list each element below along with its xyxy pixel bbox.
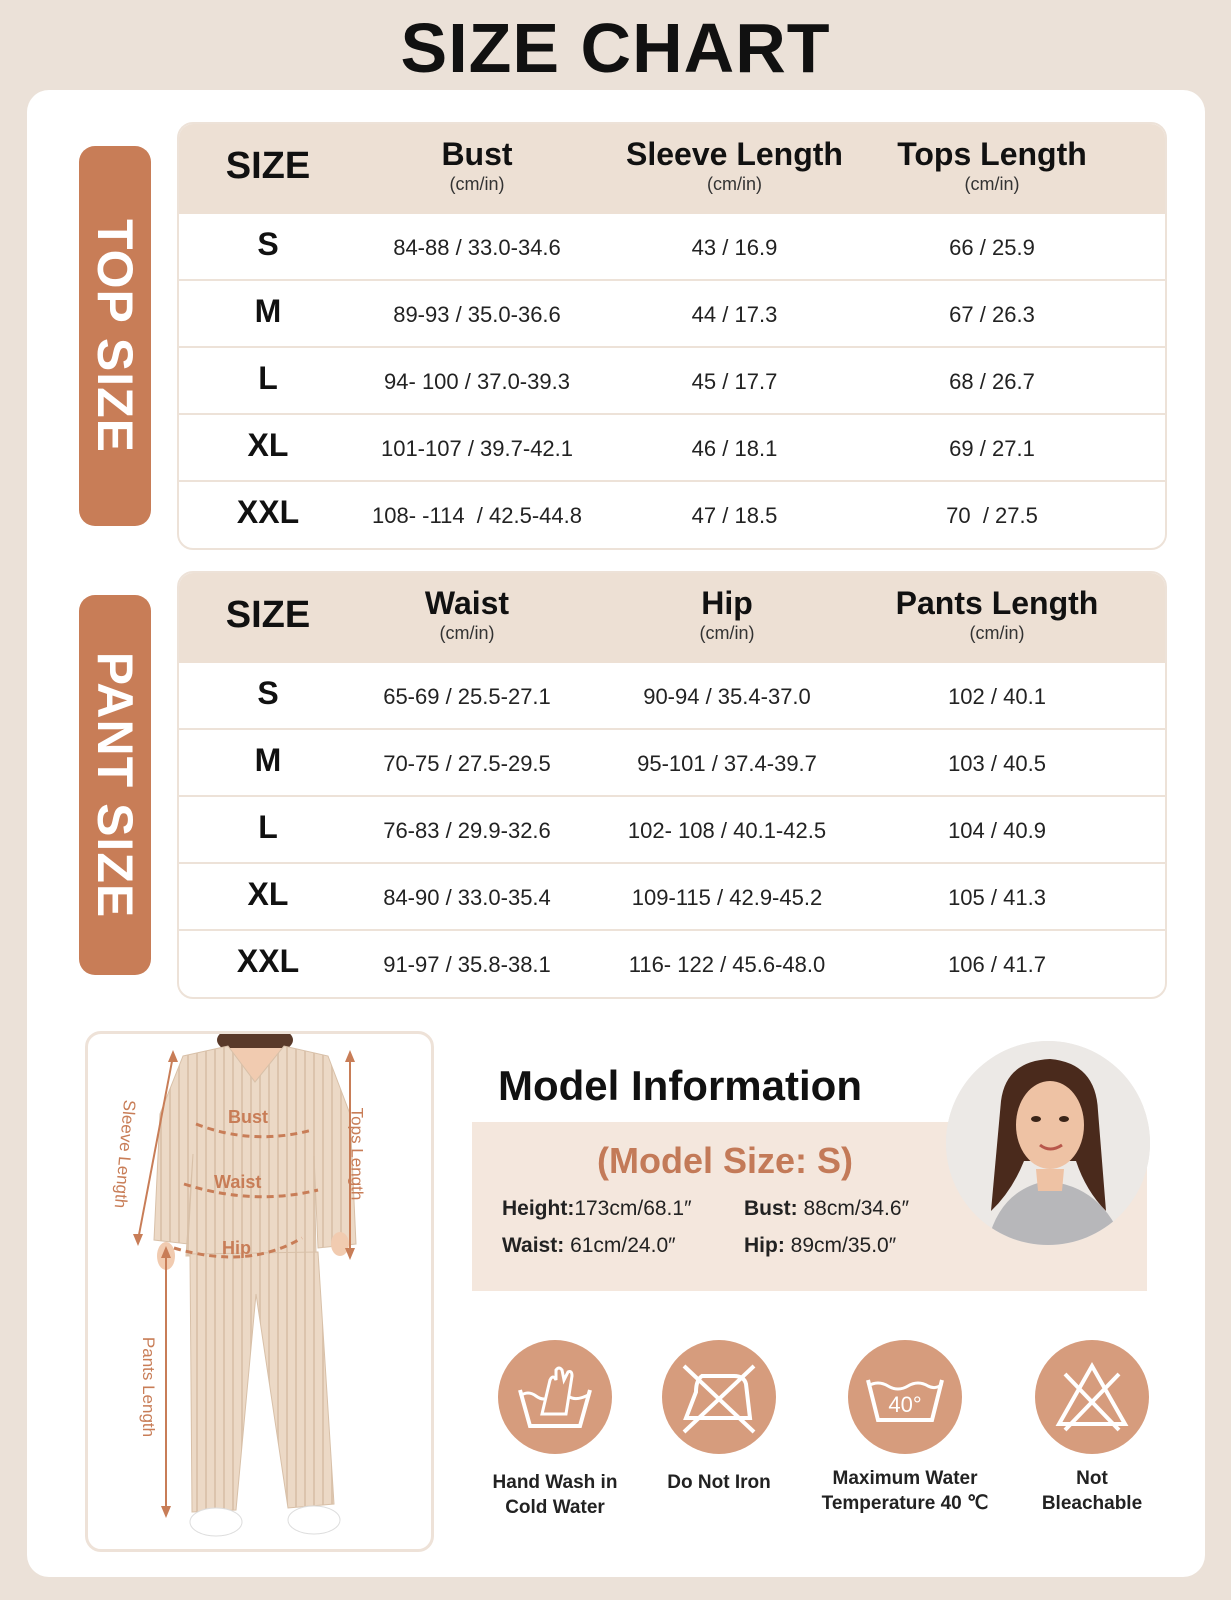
- sleeve-cell: 45 / 17.7: [691, 369, 778, 394]
- size-cell: M: [254, 742, 282, 778]
- tops-length-cell: 66 / 25.9: [949, 235, 1035, 260]
- hip-cell: 109-115 / 42.9-45.2: [631, 885, 823, 910]
- pants-length-cell: 102 / 40.1: [948, 684, 1046, 709]
- pant-table-header: [179, 573, 1165, 663]
- model-hip: Hip: 89cm/35.0″: [744, 1234, 897, 1257]
- size-cell: XXL: [236, 494, 300, 530]
- pants-length-cell: 104 / 40.9: [948, 818, 1046, 843]
- model-height: Height:173cm/68.1″: [502, 1197, 692, 1220]
- size-cell: S: [257, 675, 279, 711]
- size-cell: L: [258, 809, 278, 845]
- bust-cell: 94- 100 / 37.0-39.3: [384, 369, 570, 394]
- care-label: Hand Wash in Cold Water: [492, 1472, 618, 1518]
- care-do-not-iron: [619, 1340, 819, 1495]
- temp-badge: 40°: [888, 1392, 922, 1417]
- table-row: [179, 214, 1165, 279]
- col-header-size: SIZE: [225, 594, 311, 636]
- tops-length-cell: 69 / 27.1: [949, 436, 1035, 461]
- hip-cell: 90-94 / 35.4-37.0: [643, 684, 811, 709]
- bust-cell: 89-93 / 35.0-36.6: [393, 302, 561, 327]
- table-row: [179, 929, 1165, 996]
- size-cell: XL: [247, 427, 289, 463]
- pant-size-table: [177, 571, 1167, 999]
- size-cell: S: [257, 226, 279, 262]
- col-header-hip: Hip (cm/in): [699, 585, 755, 643]
- model-photo: [946, 1041, 1150, 1245]
- not-bleachable-icon: [1035, 1340, 1149, 1454]
- table-row: [179, 728, 1165, 795]
- hip-cell: 102- 108 / 40.1-42.5: [627, 818, 827, 843]
- sleeve-cell: 43 / 16.9: [691, 235, 778, 260]
- care-label: Do Not Iron: [667, 1472, 771, 1493]
- col-header-size: SIZE: [225, 145, 311, 187]
- hand-wash-icon: [498, 1340, 612, 1454]
- table-row: [179, 795, 1165, 862]
- pant-size-text: PANT SIZE: [87, 651, 143, 919]
- top-size-label: [79, 146, 151, 526]
- waist-cell: 65-69 / 25.5-27.1: [383, 684, 551, 709]
- waist-label: Waist: [214, 1172, 262, 1192]
- care-label: Maximum Water Temperature 40 ℃: [821, 1468, 989, 1514]
- care-max-temp: [805, 1340, 1005, 1516]
- table-row: [179, 862, 1165, 929]
- size-cell: XL: [247, 876, 289, 912]
- sleeve-length-label: Sleeve Length: [110, 1099, 140, 1210]
- size-cell: L: [258, 360, 278, 396]
- tops-length-cell: 70 / 27.5: [946, 503, 1038, 528]
- bust-cell: 108- -114 / 42.5-44.8: [372, 503, 582, 528]
- col-header-sleeve-length: Sleeve Length (cm/in): [626, 136, 843, 194]
- bust-cell: 101-107 / 39.7-42.1: [380, 436, 574, 461]
- col-header-bust: Bust (cm/in): [441, 136, 513, 194]
- top-size-text: TOP SIZE: [87, 218, 143, 454]
- bust-label: Bust: [228, 1107, 268, 1127]
- size-cell: M: [254, 293, 282, 329]
- top-table-header: [179, 124, 1165, 214]
- care-not-bleachable: [992, 1340, 1192, 1516]
- model-size: (Model Size: S): [597, 1140, 854, 1181]
- care-label: Not Bleachable: [1041, 1468, 1143, 1514]
- bust-cell: 84-88 / 33.0-34.6: [393, 235, 561, 260]
- sleeve-cell: 44 / 17.3: [691, 302, 778, 327]
- model-bust: Bust: 88cm/34.6″: [744, 1197, 909, 1220]
- col-header-pants-length: Pants Length (cm/in): [895, 585, 1099, 643]
- waist-cell: 84-90 / 33.0-35.4: [383, 885, 551, 910]
- table-row: [179, 413, 1165, 480]
- tops-length-label: Tops Length: [347, 1107, 367, 1201]
- measurement-illustration: [85, 1031, 434, 1552]
- model-info-title: Model Information: [498, 1062, 862, 1109]
- pants-length-cell: 106 / 41.7: [948, 952, 1046, 977]
- col-header-tops-length: Tops Length (cm/in): [897, 136, 1087, 194]
- col-header-waist: Waist (cm/in): [424, 585, 510, 643]
- hip-cell: 95-101 / 37.4-39.7: [637, 751, 817, 776]
- model-waist: Waist: 61cm/24.0″: [502, 1234, 676, 1257]
- pants-length-cell: 105 / 41.3: [948, 885, 1046, 910]
- do-not-iron-icon: [662, 1340, 776, 1454]
- size-cell: XXL: [236, 943, 300, 979]
- max-temp-40-icon: [848, 1340, 962, 1454]
- hip-label: Hip: [222, 1238, 251, 1258]
- table-row: [179, 279, 1165, 346]
- tops-length-cell: 68 / 26.7: [949, 369, 1035, 394]
- pants-length-cell: 103 / 40.5: [948, 751, 1046, 776]
- sleeve-cell: 46 / 18.1: [691, 436, 778, 461]
- waist-cell: 70-75 / 27.5-29.5: [383, 751, 551, 776]
- pant-size-label: [79, 595, 151, 975]
- table-row: [179, 480, 1165, 547]
- hip-cell: 116- 122 / 45.6-48.0: [628, 952, 826, 977]
- table-row: [179, 346, 1165, 413]
- top-size-table: [177, 122, 1167, 550]
- waist-cell: 91-97 / 35.8-38.1: [383, 952, 551, 977]
- tops-length-cell: 67 / 26.3: [949, 302, 1035, 327]
- sleeve-cell: 47 / 18.5: [691, 503, 778, 528]
- table-row: [179, 663, 1165, 728]
- pants-length-label: Pants Length: [139, 1336, 159, 1438]
- page-title: SIZE CHART: [400, 9, 831, 87]
- waist-cell: 76-83 / 29.9-32.6: [383, 818, 551, 843]
